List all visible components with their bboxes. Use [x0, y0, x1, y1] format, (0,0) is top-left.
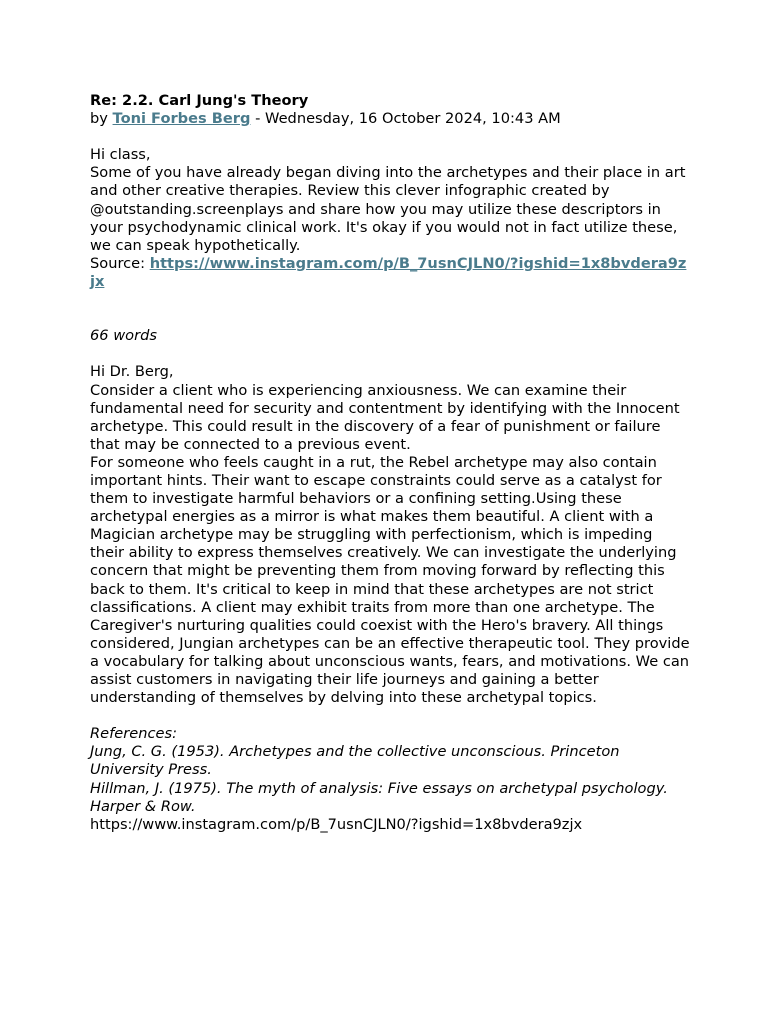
forum-post [90, 92, 690, 834]
quoted-source [90, 255, 690, 291]
quoted-body: Some of you have already began diving into the archetypes and their place in art and other creative therapies. Review this clever infographic created by @outstanding.screenplays and share how you may utilize these descriptors in your psychodynamic clinical work. It's okay if you would not in fact utilize these, we can speak hypothetically. [90, 164, 686, 254]
post-subject: Re: 2.2. Carl Jung's Theory [90, 92, 309, 109]
reference-url: https://www.instagram.com/p/B_7usnCJLN0/?igshid=1x8bvdera9zjx [90, 815, 583, 833]
reference-item: Jung, C. G. (1953). Archetypes and the collective unconscious. Princeton University Press. [90, 743, 620, 779]
spacer [90, 309, 690, 327]
reply-paragraph-1: Consider a client who is experiencing anxiousness. We can examine their fundamental need for security and contentment by identifying with the Innocent archetype. This could result in the discovery of a fear of punishment or failure that may be connected to a previous event. [90, 381, 680, 453]
spacer [90, 345, 690, 363]
post-date: - Wednesday, 16 October 2024, 10:43 AM [250, 110, 561, 128]
byline-prefix: by [90, 110, 113, 128]
spacer [90, 128, 690, 146]
spacer [90, 291, 690, 309]
reference-item: Hillman, J. (1975). The myth of analysis: Five essays on archetypal psychology. Harper & Row. [90, 779, 668, 815]
reply-paragraph-2: For someone who feels caught in a rut, the Rebel archetype may also contain important hints. Their want to escape constraints could serve as a catalyst for them to investigate harmful behaviors or a confining setting.Using these archetypal energies as a mirror is what makes them beautiful. A client with a Magician archetype may be struggling with perfectionism, which is impeding their ability to express themselves creatively. We can investigate the underlying concern that might be preventing them from moving forward by reflecting this back to them. It's critical to keep in mind that these archetypes are not strict classifications. A client may exhibit traits from more than one archetype. The Caregiver's nurturing qualities could coexist with the Hero's bravery. All things considered, Jungian archetypes can be an effective therapeutic tool. They provide a vocabulary for talking about unconscious wants, fears, and motivations. We can assist customers in navigating their life journeys and gaining a better understanding of themselves by delving into these archetypal topics. [90, 453, 690, 707]
reply-greeting: Hi Dr. Berg, [90, 363, 174, 381]
source-link[interactable]: https://www.instagram.com/p/B_7usnCJLN0/?igshid=1x8bvdera9zjx [90, 254, 687, 290]
source-prefix: Source: [90, 254, 150, 272]
spacer [90, 707, 690, 725]
quoted-greeting: Hi class, [90, 146, 151, 164]
post-byline [90, 110, 690, 128]
word-count: 66 words [90, 327, 157, 345]
author-link[interactable]: Toni Forbes Berg [112, 110, 251, 128]
references-heading: References: [90, 725, 177, 743]
